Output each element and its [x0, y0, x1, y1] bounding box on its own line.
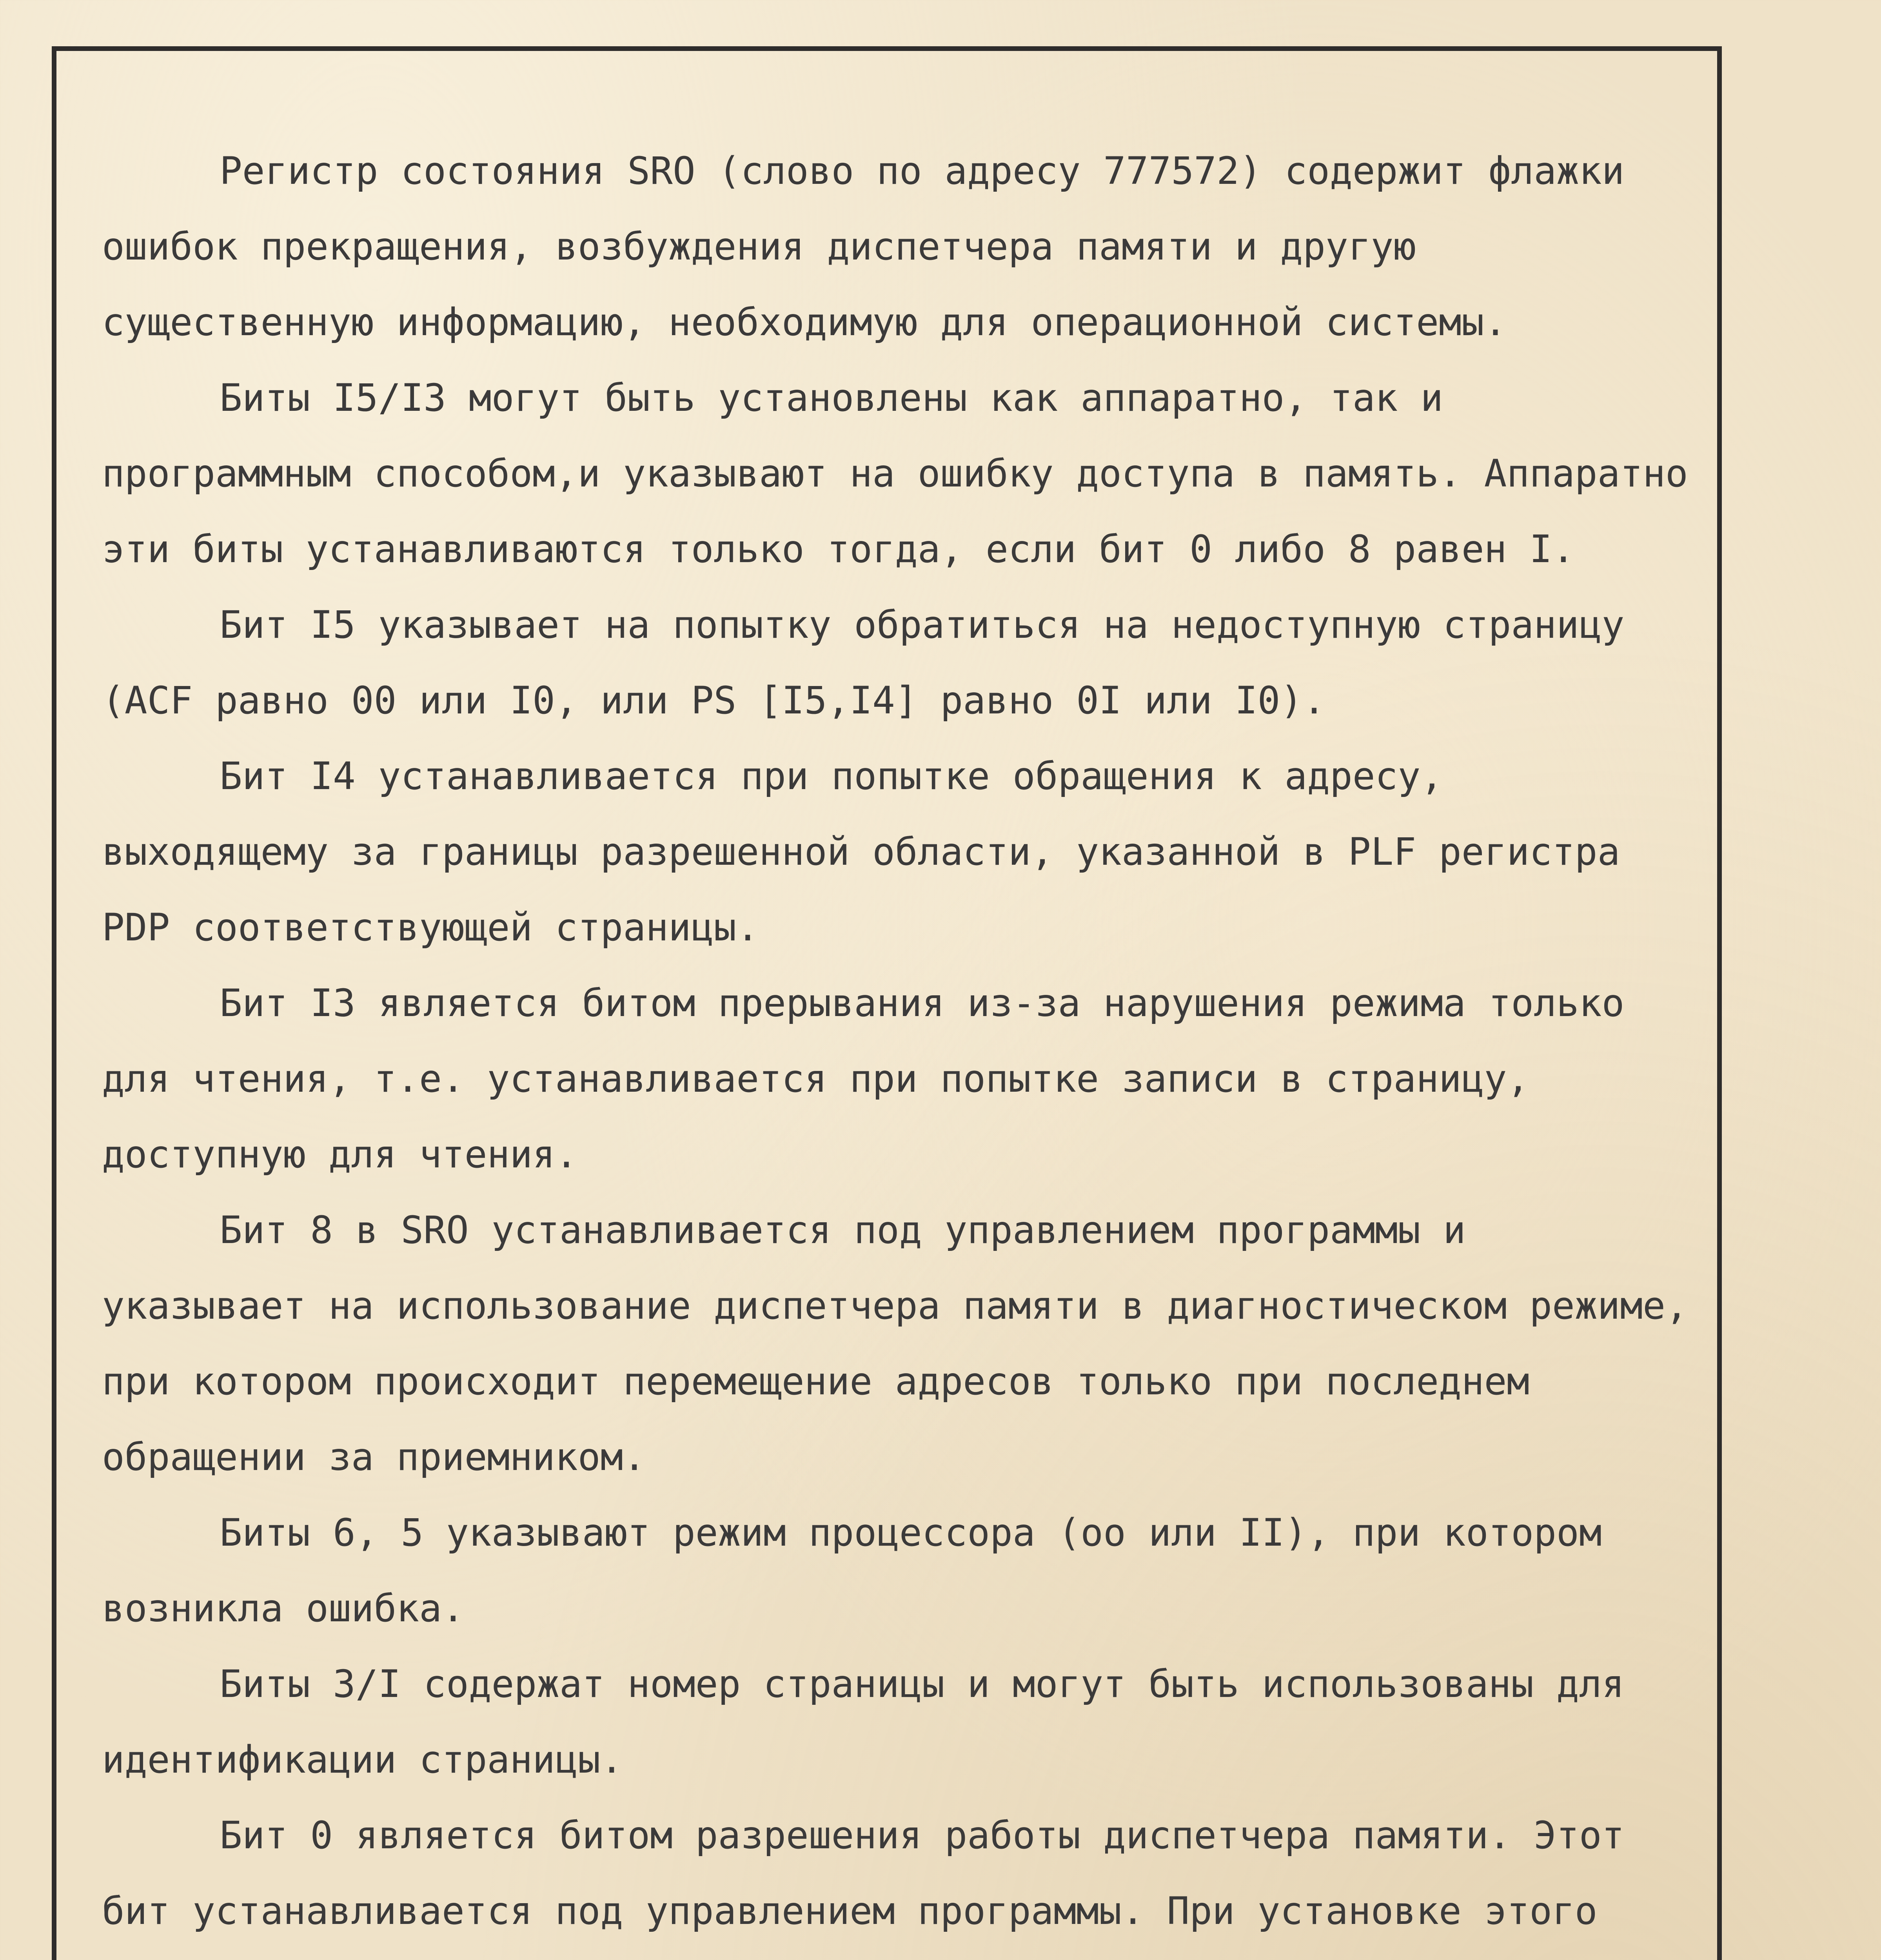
paragraph: Бит I5 указывает на попытку обратиться на недоступную страницу (ACF равно 00 или I0, или PS [I5,I4] равно 0I или I0).	[102, 603, 1625, 722]
paragraph: Биты I5/I3 могут быть установлены как аппаратно, так и программным способом,и указывают на ошибку доступа в память. Аппаратно эти биты устанавливаются только тогда, если бит 0 либо 8 равен I.	[102, 376, 1688, 571]
paragraph: Бит I3 является битом прерывания из-за нарушения режима только для чтения, т.е. устанавливается при попытке записи в страницу, доступную для чтения.	[102, 981, 1625, 1176]
paragraph: Бит 0 является битом разрешения работы диспетчера памяти. Этот бит устанавливается под управлением программы. При установке этого	[102, 1813, 1625, 1933]
document-body	[102, 133, 1690, 1960]
paragraph: Биты 3/I содержат номер страницы и могут быть использованы для идентификации страницы.	[102, 1662, 1625, 1782]
paragraph: Бит I4 устанавливается при попытке обращения к адресу, выходящему за границы разрешенной области, указанной в PLF регистра PDP соответствующей страницы.	[102, 754, 1620, 949]
paragraph: Регистр состояния SRO (слово по адресу 777572) содержит флажки ошибок прекращения, возбуждения диспетчера памяти и другую существенную информацию, необходимую для операционной системы.	[102, 149, 1625, 344]
paragraph: Биты 6, 5 указывают режим процессора (оо или II), при котором возникла ошибка.	[102, 1511, 1602, 1630]
paragraph: Бит 8 в SRO устанавливается под управлением программы и указывает на использование диспетчера памяти в диагностическом режиме, при котором происходит перемещение адресов только при последнем обращении за приемником.	[102, 1208, 1688, 1479]
